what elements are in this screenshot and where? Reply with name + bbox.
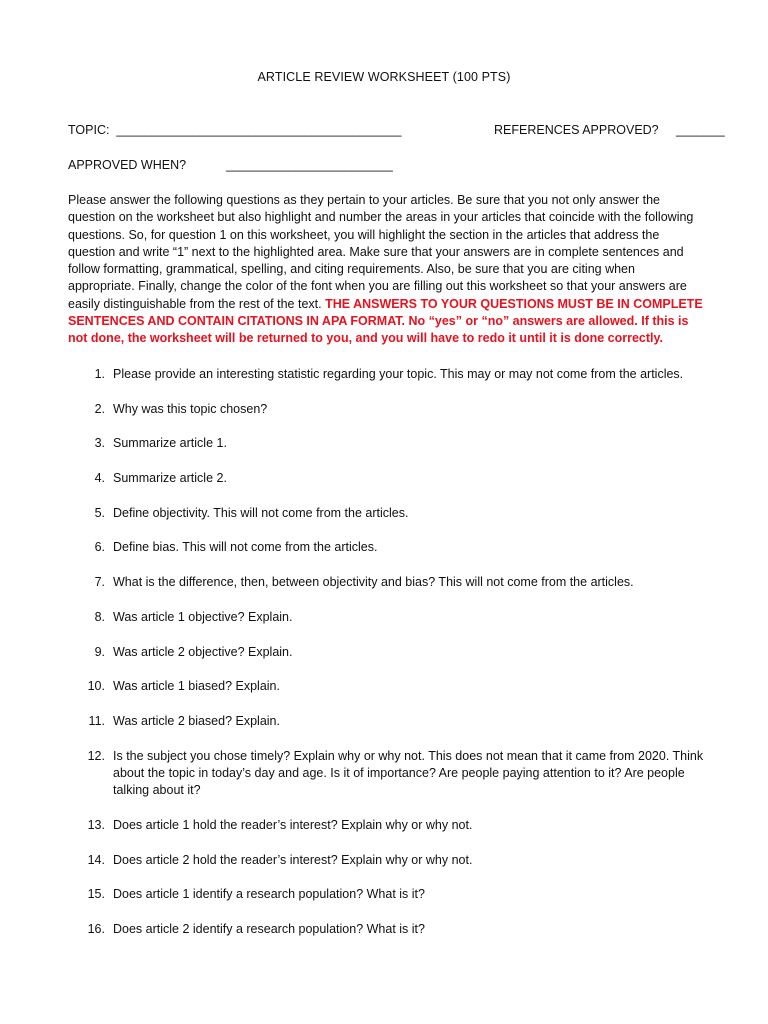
topic-label: TOPIC: xyxy=(68,123,110,137)
references-approved-blank[interactable]: _______ xyxy=(676,123,725,137)
approved-when-blank[interactable]: ________________________ xyxy=(226,158,393,172)
question-text: Summarize article 1. xyxy=(113,436,227,451)
question-number: 16. xyxy=(87,921,105,936)
instructions-text: Please answer the following questions as they pertain to your articles. Be sure that you not only answer the question on the worksheet but also highlight and number the areas in your articles that coincide with the following questions. So, for question 1 on this worksheet, you will highlight the section in the articles that address the question and write “1” next to the highlighted area. Make sure that your answers are in complete sentences and follow formatting, grammatical, spelling, and citing requirements. Also, be sure that you are citing when appropriate. Finally, change the color of the font when you are filling out this worksheet so that your answers are easily distinguishable from the rest of the text. xyxy=(68,193,694,311)
references-approved-label: REFERENCES APPROVED? xyxy=(494,123,659,137)
question-number: 8. xyxy=(94,609,105,624)
question-number: 11. xyxy=(88,713,105,728)
question-item xyxy=(68,644,708,661)
question-item xyxy=(68,470,708,487)
question-number: 6. xyxy=(94,540,105,555)
topic-field xyxy=(68,123,401,137)
question-text: Does article 2 identify a research population? What is it? xyxy=(113,921,425,936)
question-text: Was article 1 biased? Explain. xyxy=(113,679,280,694)
question-number: 2. xyxy=(94,401,105,416)
question-number: 10. xyxy=(87,679,105,694)
question-item xyxy=(68,401,708,418)
approved-when-label: APPROVED WHEN? xyxy=(68,158,187,172)
question-number: 9. xyxy=(94,644,105,659)
question-number: 12. xyxy=(87,748,105,763)
question-number: 3. xyxy=(94,436,105,451)
question-item xyxy=(68,678,708,695)
instructions-paragraph xyxy=(68,192,704,348)
question-item xyxy=(68,505,708,522)
question-text: Does article 2 hold the reader’s interest? Explain why or why not. xyxy=(113,852,473,867)
question-text: Does article 1 hold the reader’s interest? Explain why or why not. xyxy=(113,817,473,832)
question-text: Summarize article 2. xyxy=(113,471,227,486)
question-item xyxy=(68,748,708,800)
question-text: Please provide an interesting statistic regarding your topic. This may or may not come from the articles. xyxy=(113,367,684,381)
question-item xyxy=(68,817,708,834)
question-text: Define objectivity. This will not come from the articles. xyxy=(113,505,409,520)
question-text: Does article 1 identify a research population? What is it? xyxy=(113,887,425,902)
instructions-warning: THE ANSWERS TO YOUR QUESTIONS MUST BE IN COMPLETE SENTENCES AND CONTAIN CITATIONS IN APA FORMAT. No “yes” or “no” answers are allowed. If this is not done, the worksheet will be returned to you, and you will have to redo it until it is done correctly. xyxy=(68,296,703,346)
question-item xyxy=(68,539,708,556)
topic-blank[interactable]: _________________________________________ xyxy=(116,123,402,137)
question-item xyxy=(68,366,708,383)
page-title: ARTICLE REVIEW WORKSHEET (100 PTS) xyxy=(257,70,511,84)
question-text: Was article 2 objective? Explain. xyxy=(113,644,293,659)
question-item xyxy=(68,713,708,730)
question-text: Define bias. This will not come from the articles. xyxy=(113,540,378,555)
question-item xyxy=(68,886,708,903)
question-text: Was article 2 biased? Explain. xyxy=(113,713,280,728)
question-number: 14. xyxy=(87,852,105,867)
question-number: 1. xyxy=(94,367,105,381)
question-item xyxy=(68,921,708,938)
question-number: 5. xyxy=(94,505,105,520)
question-item xyxy=(68,609,708,626)
question-number: 7. xyxy=(94,575,105,590)
question-list xyxy=(68,366,708,956)
question-text: Is the subject you chose timely? Explain why or why not. This does not mean that it came from 2020. Think about the topic in today’s day and age. Is it of importance? Are people paying attention to it? Are people talking about it? xyxy=(113,748,704,798)
question-item xyxy=(68,435,708,452)
references-approved-field xyxy=(494,123,725,137)
question-number: 15. xyxy=(87,887,105,902)
question-number: 13. xyxy=(87,817,105,832)
question-text: Why was this topic chosen? xyxy=(113,401,268,416)
question-number: 4. xyxy=(94,471,105,486)
question-text: What is the difference, then, between objectivity and bias? This will not come from the articles. xyxy=(113,575,634,590)
question-item xyxy=(68,852,708,869)
question-text: Was article 1 objective? Explain. xyxy=(113,609,293,624)
question-item xyxy=(68,574,708,591)
